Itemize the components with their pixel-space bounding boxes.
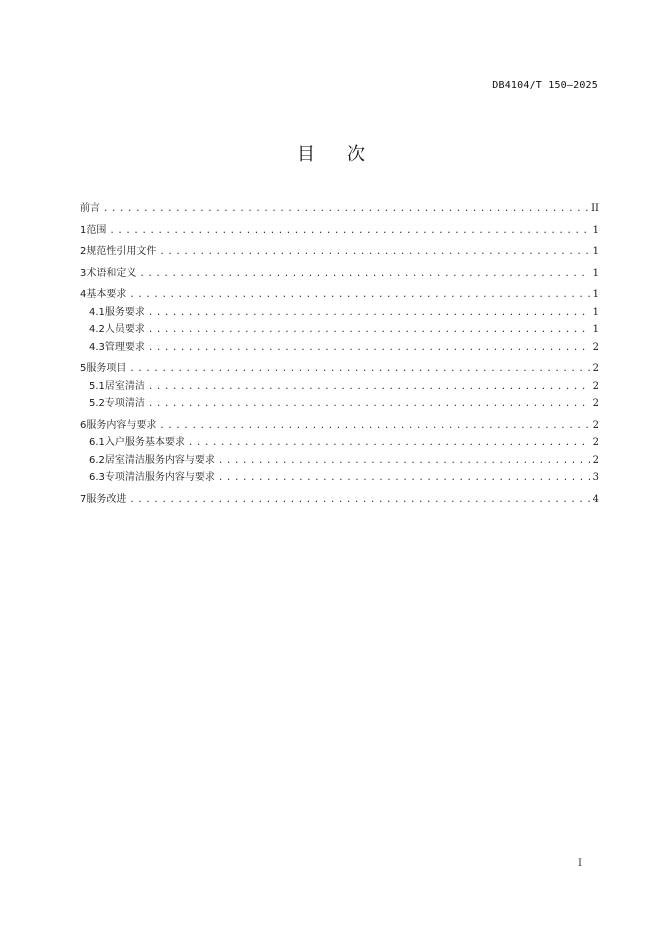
toc-entry[interactable] [80, 418, 599, 433]
toc-dot-leader [103, 202, 588, 217]
toc-dot-leader [129, 288, 589, 303]
toc-entry-label: 规范性引用文件 [86, 246, 157, 257]
toc-entry-label: 范围 [86, 224, 107, 236]
table-of-contents [80, 201, 599, 507]
toc-entry-page: 1 [592, 246, 599, 257]
toc-entry-page: 2 [592, 437, 599, 448]
toc-entry-page: 2 [592, 363, 599, 374]
toc-entry[interactable] [80, 322, 599, 337]
page-number: I [578, 858, 582, 869]
toc-entry[interactable] [80, 244, 599, 259]
toc-dot-leader [148, 323, 590, 338]
toc-entry[interactable] [80, 470, 599, 485]
toc-entry[interactable] [80, 201, 599, 216]
toc-dot-leader [148, 397, 590, 412]
toc-entry-label: 服务要求 [104, 306, 145, 318]
toc-entry-label: 专项清洁 [104, 398, 145, 409]
toc-entry-page: 1 [592, 224, 599, 236]
toc-entry-number: 6.3 [89, 472, 105, 483]
toc-entry-number: 6.2 [89, 454, 105, 466]
toc-entry[interactable] [80, 305, 599, 320]
toc-entry-number: 5.2 [89, 398, 105, 409]
toc-entry-page: 2 [592, 341, 599, 353]
toc-entry-number: 5 [80, 363, 87, 374]
toc-entry[interactable] [80, 453, 599, 468]
toc-entry-page: 2 [592, 380, 599, 392]
toc-entry-page: 2 [592, 398, 599, 409]
toc-entry-number: 6.1 [89, 437, 105, 448]
toc-dot-leader [159, 419, 589, 434]
toc-entry[interactable] [80, 266, 599, 281]
toc-entry[interactable] [80, 223, 599, 238]
toc-entry-label: 服务项目 [86, 363, 127, 374]
page-title: 目次 [297, 144, 397, 165]
toc-dot-leader [139, 267, 589, 282]
toc-entry-number: 5.1 [89, 380, 105, 392]
toc-entry[interactable] [80, 361, 599, 376]
toc-entry-page: 2 [592, 454, 599, 466]
toc-entry-page: 1 [592, 306, 599, 318]
toc-entry-number: 2 [80, 246, 87, 257]
toc-dot-leader [148, 306, 590, 321]
toc-entry-number: 1 [80, 224, 87, 236]
toc-dot-leader [188, 436, 590, 451]
toc-entry-label: 管理要求 [104, 341, 145, 353]
toc-entry-label: 居室清洁 [104, 380, 145, 392]
toc-entry-label: 服务内容与要求 [86, 419, 157, 431]
toc-entry-label: 服务改进 [86, 493, 127, 505]
toc-dot-leader [218, 471, 590, 486]
toc-entry[interactable] [80, 379, 599, 394]
toc-entry-page: 3 [592, 472, 599, 483]
toc-entry-label: 术语和定义 [86, 267, 137, 279]
toc-entry[interactable] [80, 340, 599, 355]
toc-entry-page: 2 [592, 419, 599, 431]
toc-entry-label: 前言 [80, 203, 100, 214]
document-code: DB4104/T 150—2025 [492, 80, 598, 91]
toc-dot-leader [148, 341, 590, 356]
toc-dot-leader [148, 380, 590, 395]
toc-entry[interactable] [80, 435, 599, 450]
toc-entry-page: 4 [592, 493, 599, 505]
toc-dot-leader [218, 454, 590, 469]
toc-entry-label: 基本要求 [86, 289, 127, 300]
toc-entry-number: 4 [80, 289, 87, 300]
toc-entry[interactable] [80, 492, 599, 507]
toc-entry[interactable] [80, 396, 599, 411]
toc-dot-leader [129, 362, 589, 377]
toc-entry-label: 居室清洁服务内容与要求 [104, 454, 215, 466]
toc-entry-number: 6 [80, 419, 87, 431]
toc-entry-number: 3 [80, 267, 87, 279]
toc-entry-page: 1 [592, 324, 599, 335]
toc-entry-number: 7 [80, 493, 87, 505]
toc-entry-label: 专项清洁服务内容与要求 [104, 472, 215, 483]
toc-dot-leader [129, 493, 589, 508]
toc-entry-page: II [591, 203, 599, 214]
toc-entry-page: 1 [592, 267, 599, 279]
toc-entry-number: 4.3 [89, 341, 105, 353]
toc-dot-leader [109, 224, 589, 239]
toc-dot-leader [159, 245, 589, 260]
toc-entry-label: 入户服务基本要求 [104, 437, 185, 448]
toc-entry-label: 人员要求 [104, 324, 145, 335]
toc-entry[interactable] [80, 287, 599, 302]
toc-entry-page: 1 [592, 289, 599, 300]
toc-entry-number: 4.2 [89, 324, 105, 335]
toc-entry-number: 4.1 [89, 306, 105, 318]
